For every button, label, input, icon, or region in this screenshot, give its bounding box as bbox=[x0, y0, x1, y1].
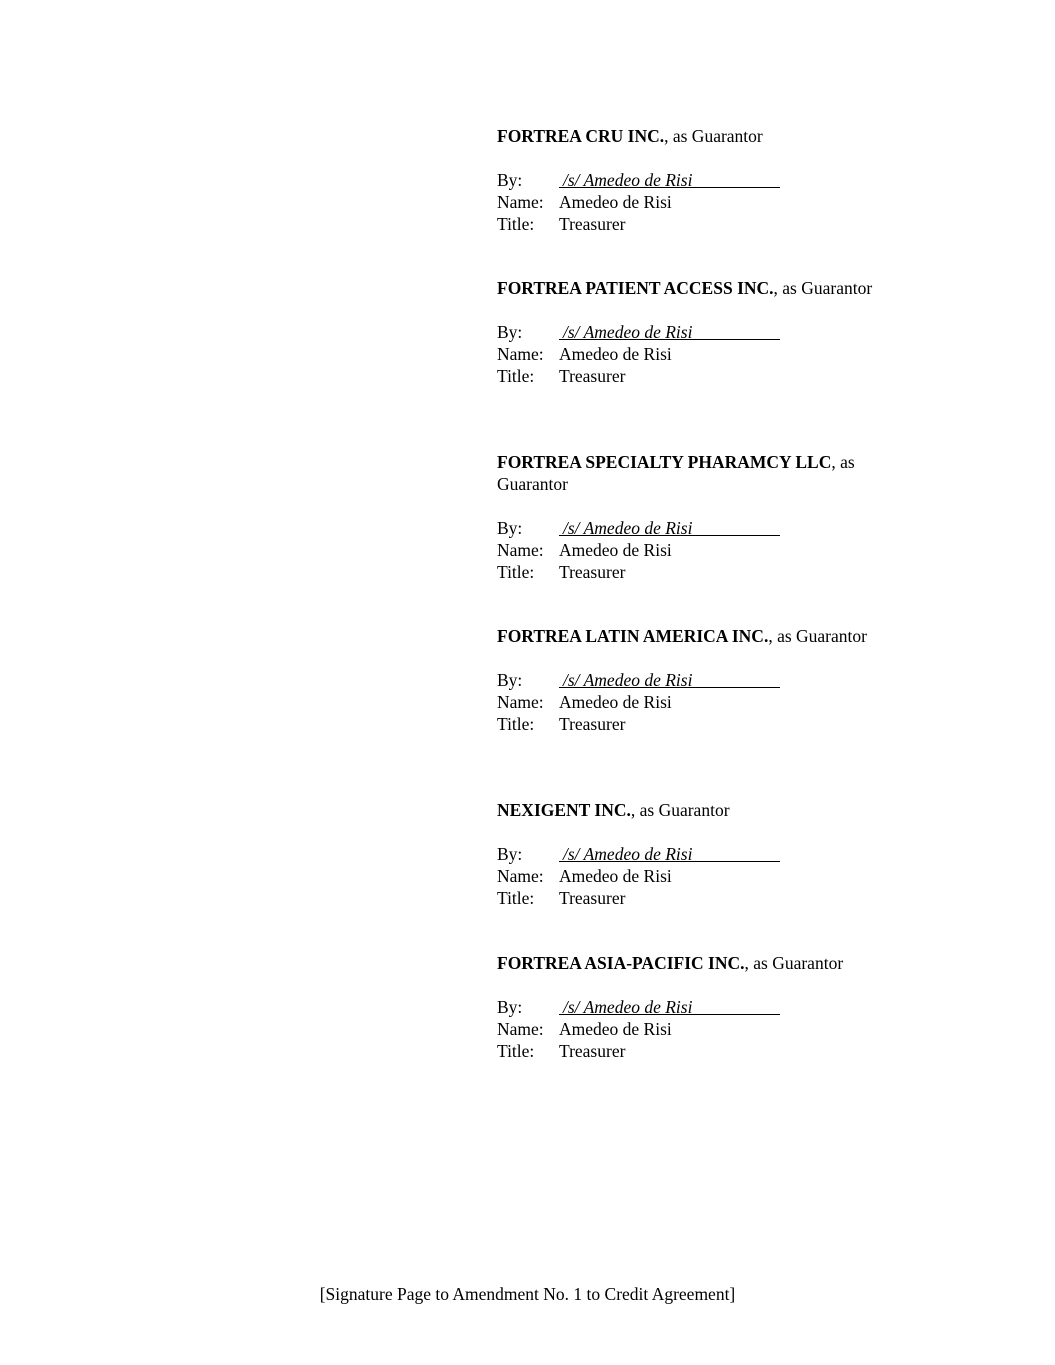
signature-block bbox=[497, 125, 907, 235]
signer-name: Amedeo de Risi bbox=[559, 866, 672, 886]
entity-role: , as Guarantor bbox=[744, 953, 844, 973]
title-row bbox=[497, 213, 907, 235]
title-row bbox=[497, 713, 907, 735]
by-label: By: bbox=[497, 170, 523, 190]
entity-role: , as Guarantor bbox=[773, 278, 873, 298]
by-row bbox=[497, 996, 907, 1018]
title-row bbox=[497, 1040, 907, 1062]
by-label: By: bbox=[497, 844, 523, 864]
name-row bbox=[497, 343, 907, 365]
name-label: Name: bbox=[497, 540, 544, 560]
entity-heading bbox=[497, 625, 907, 647]
signer-name: Amedeo de Risi bbox=[559, 344, 672, 364]
name-label: Name: bbox=[497, 692, 544, 712]
entity-role: , as Guarantor bbox=[497, 452, 855, 494]
entity-name: FORTREA SPECIALTY PHARAMCY LLC bbox=[497, 452, 832, 472]
name-row bbox=[497, 191, 907, 213]
name-row bbox=[497, 1018, 907, 1040]
by-row bbox=[497, 517, 907, 539]
name-label: Name: bbox=[497, 344, 544, 364]
entity-heading bbox=[497, 125, 907, 147]
entity-role: , as Guarantor bbox=[768, 626, 867, 646]
entity-role: , as Guarantor bbox=[630, 800, 730, 820]
by-row bbox=[497, 843, 907, 865]
title-label: Title: bbox=[497, 214, 535, 234]
entity-heading bbox=[497, 799, 907, 821]
signer-title: Treasurer bbox=[559, 714, 626, 734]
by-label: By: bbox=[497, 997, 523, 1017]
signer-title: Treasurer bbox=[559, 888, 626, 908]
entity-heading bbox=[497, 277, 907, 299]
by-row bbox=[497, 669, 907, 691]
name-label: Name: bbox=[497, 192, 544, 212]
by-label: By: bbox=[497, 670, 523, 690]
entity-name: NEXIGENT INC. bbox=[497, 800, 631, 820]
name-row bbox=[497, 691, 907, 713]
title-label: Title: bbox=[497, 1041, 535, 1061]
signer-name: Amedeo de Risi bbox=[559, 692, 672, 712]
signer-title: Treasurer bbox=[559, 366, 626, 386]
name-row bbox=[497, 539, 907, 561]
entity-heading bbox=[497, 952, 907, 974]
by-row bbox=[497, 169, 907, 191]
entity-name: FORTREA CRU INC. bbox=[497, 126, 665, 146]
name-label: Name: bbox=[497, 866, 544, 886]
entity-name: FORTREA ASIA-PACIFIC INC. bbox=[497, 953, 745, 973]
signature-block bbox=[497, 952, 907, 1062]
by-label: By: bbox=[497, 322, 523, 342]
signer-name: Amedeo de Risi bbox=[559, 1019, 672, 1039]
by-row bbox=[497, 321, 907, 343]
page-footer: [Signature Page to Amendment No. 1 to Credit Agreement] bbox=[319, 1284, 736, 1304]
signature-block bbox=[497, 625, 907, 735]
signer-title: Treasurer bbox=[559, 562, 626, 582]
signer-title: Treasurer bbox=[559, 1041, 626, 1061]
title-row bbox=[497, 561, 907, 583]
entity-heading bbox=[497, 451, 907, 495]
entity-name: FORTREA LATIN AMERICA INC. bbox=[497, 626, 769, 646]
title-label: Title: bbox=[497, 562, 535, 582]
signature-block bbox=[497, 277, 907, 387]
name-row bbox=[497, 865, 907, 887]
signer-name: Amedeo de Risi bbox=[559, 540, 672, 560]
signature-line: /s/ Amedeo de Risi bbox=[559, 169, 780, 188]
signer-title: Treasurer bbox=[559, 214, 626, 234]
title-row bbox=[497, 365, 907, 387]
signature-line: /s/ Amedeo de Risi bbox=[559, 843, 780, 862]
by-label: By: bbox=[497, 518, 523, 538]
title-label: Title: bbox=[497, 888, 535, 908]
signature-line: /s/ Amedeo de Risi bbox=[559, 321, 780, 340]
entity-role: , as Guarantor bbox=[664, 126, 763, 146]
title-label: Title: bbox=[497, 366, 535, 386]
signer-name: Amedeo de Risi bbox=[559, 192, 672, 212]
entity-name: FORTREA PATIENT ACCESS INC. bbox=[497, 278, 774, 298]
signature-line: /s/ Amedeo de Risi bbox=[559, 996, 780, 1015]
title-label: Title: bbox=[497, 714, 535, 734]
signature-line: /s/ Amedeo de Risi bbox=[559, 517, 780, 536]
signature-line: /s/ Amedeo de Risi bbox=[559, 669, 780, 688]
title-row bbox=[497, 887, 907, 909]
signature-block bbox=[497, 799, 907, 909]
signature-block bbox=[497, 451, 907, 583]
name-label: Name: bbox=[497, 1019, 544, 1039]
